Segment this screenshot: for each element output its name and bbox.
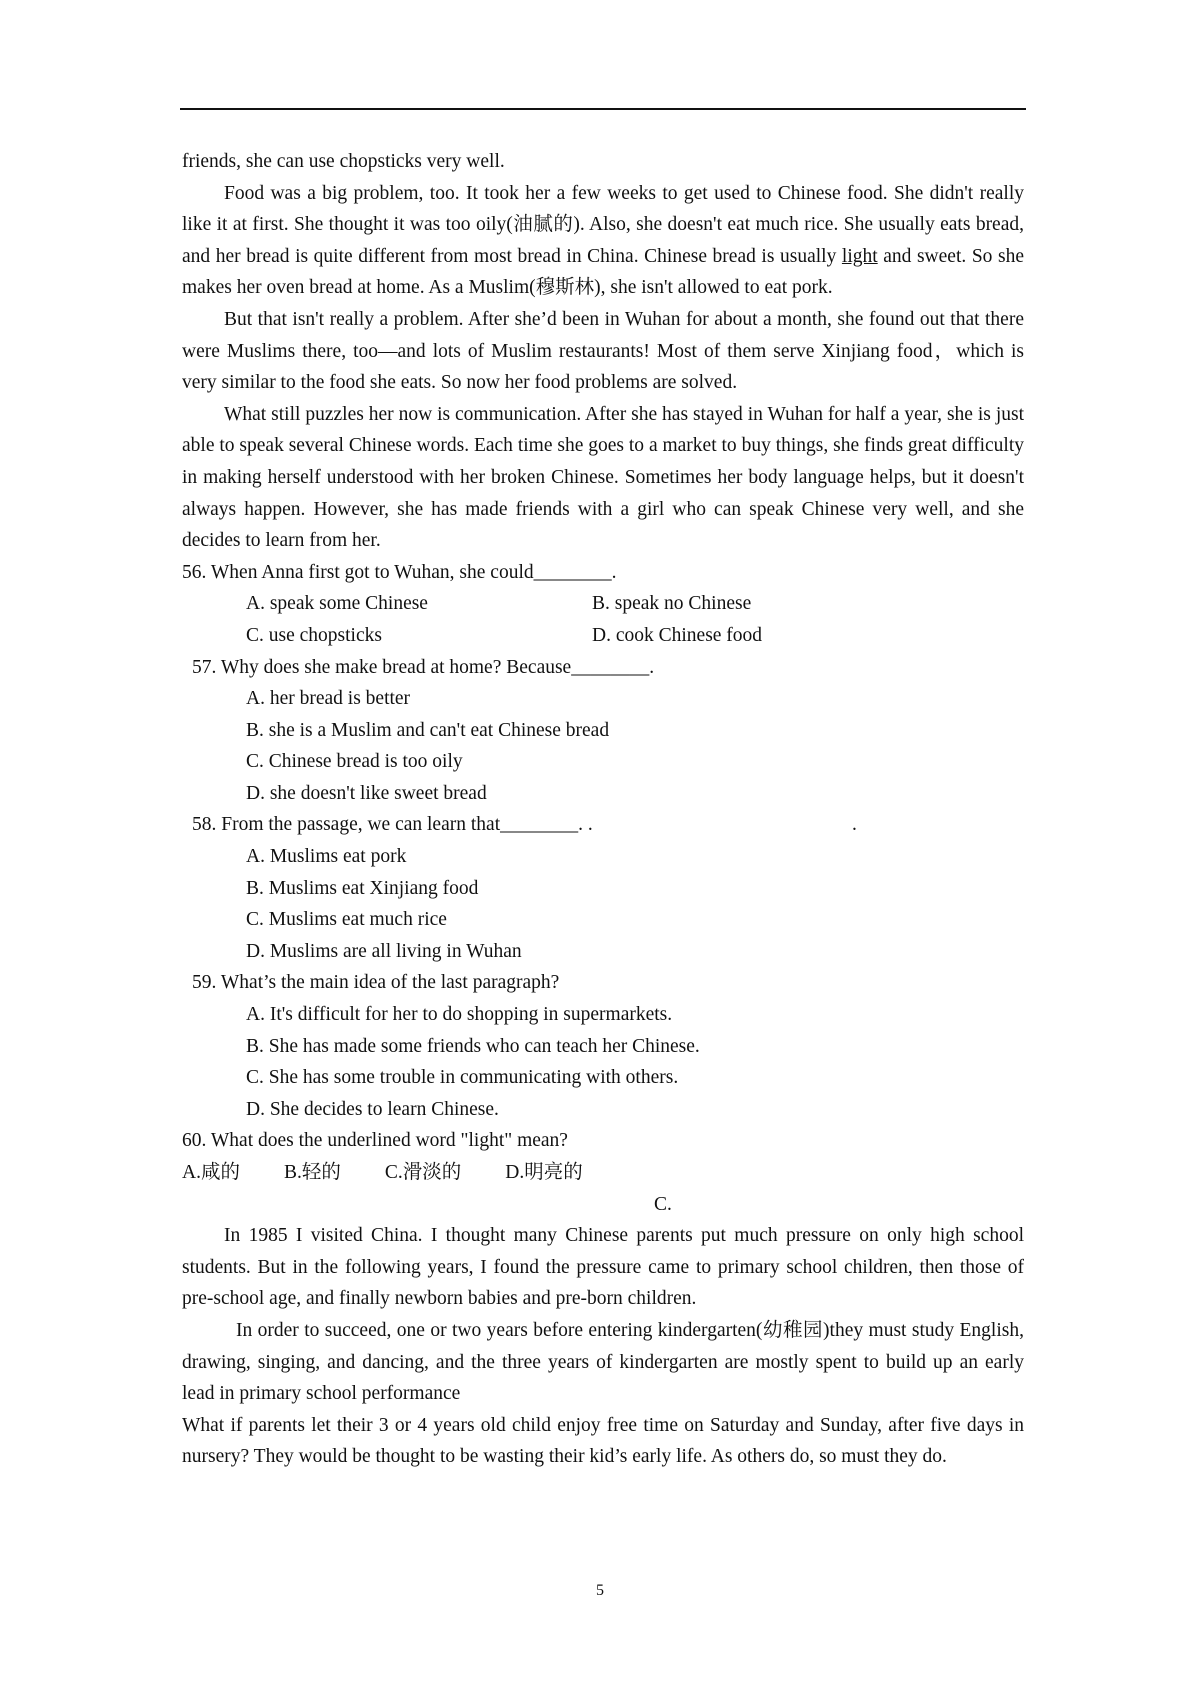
option-c: C.滑淡的 [384, 1162, 462, 1183]
passage-c-paragraph-2: In order to succeed, one or two years before entering kindergarten(幼稚园)they must study English, drawing, singing, and dancing, and the three years of kindergarten are mostly spent to build up an early lead in primary school performance [182, 1319, 1024, 1405]
section-label: C. [654, 1193, 672, 1215]
option-d: D. Muslims are all living in Wuhan [246, 940, 522, 962]
option-b: B. she is a Muslim and can't eat Chinese bread [246, 719, 610, 741]
passage-b-paragraph-2: But that isn't really a problem. After she’d been in Wuhan for about a month, she found out that there were Muslims there, too—and lots of Muslim restaurants! Most of them serve Xinjiang food，which is very similar to the food she eats. So now her food problems are solved. [182, 308, 1024, 394]
passage-b-paragraph-3: What still puzzles her now is communication. After she has stayed in Wuhan for half a year, she is just able to speak several Chinese words. Each time she goes to a market to buy things, she finds great difficulty in making herself understood with her broken Chinese. Sometimes her body language helps, but it doesn't always happen. However, she has made friends with a girl who can speak Chinese very well, and she decides to learn from her. [182, 403, 1024, 552]
options-row [182, 1157, 1024, 1189]
option-b: B.轻的 [283, 1162, 341, 1183]
question-60: 60. What does the underlined word "light" mean? [182, 1130, 568, 1152]
question-59: 59. What’s the main idea of the last paragraph? [192, 972, 560, 994]
passage-b-paragraph-1 [182, 178, 1024, 304]
option-c: C. Chinese bread is too oily [246, 751, 463, 773]
passage-b-paragraph-0: friends, she can use chopsticks very well. [182, 151, 505, 172]
option-c: C. She has some trouble in communicating with others. [246, 1067, 679, 1089]
options-row [182, 588, 1024, 620]
passage-c-paragraph-3: What if parents let their 3 or 4 years old child enjoy free time on Saturday and Sunday, after five days in nursery? They would be thought to be wasting their kid’s early life. As others do, so must they do. [182, 1414, 1024, 1468]
paragraph-text: Food was a big problem, too. It took her a few weeks to get used to Chinese food. She didn't really like it at first. She thought it was too oily(油腻的). Also, she doesn't eat much rice. She usually eats bread, and her bread is quite different from most bread in China. Chinese bread is usually [182, 182, 1024, 267]
page-number: 5 [596, 1582, 604, 1599]
option-d: D. she doesn't like sweet bread [246, 782, 487, 804]
question-57: 57. Why does she make bread at home? Because________. [192, 656, 655, 678]
option-d: D. She decides to learn Chinese. [246, 1098, 499, 1120]
question-56: 56. When Anna first got to Wuhan, she could________. [182, 561, 617, 583]
passage-c-paragraph-1: In 1985 I visited China. I thought many Chinese parents put much pressure on only high school students. But in the following years, I found the pressure came to primary school children, then those of pre-school age, and finally newborn babies and pre-born children. [182, 1225, 1024, 1310]
option-b: B. She has made some friends who can teach her Chinese. [246, 1035, 700, 1057]
option-a: A. Muslims eat pork [246, 846, 407, 868]
option-d: D.明亮的 [505, 1162, 583, 1183]
underlined-word: light [841, 245, 878, 267]
option-a: A. It's difficult for her to do shopping in supermarkets. [246, 1004, 673, 1026]
question-58 [182, 809, 1024, 841]
options-row [182, 620, 1024, 652]
paragraph-text: and sweet. So she makes her oven bread at home. As a Muslim(穆斯林), she isn't allowed to eat pork. [182, 245, 1024, 299]
option-a: A. her bread is better [246, 688, 411, 710]
question-stem: 58. From the passage, we can learn that________. . [192, 814, 593, 836]
option-c: C. use chopsticks [246, 624, 382, 646]
page-content [182, 146, 1024, 1473]
option-a: A. speak some Chinese [246, 593, 428, 615]
option-d: D. cook Chinese food [592, 624, 763, 646]
option-b: B. Muslims eat Xinjiang food [246, 877, 479, 899]
option-c: C. Muslims eat much rice [246, 909, 447, 931]
option-a: A.咸的 [182, 1162, 240, 1183]
option-b: B. speak no Chinese [592, 593, 752, 615]
stray-period: . [852, 814, 857, 836]
header-rule [180, 108, 1026, 110]
